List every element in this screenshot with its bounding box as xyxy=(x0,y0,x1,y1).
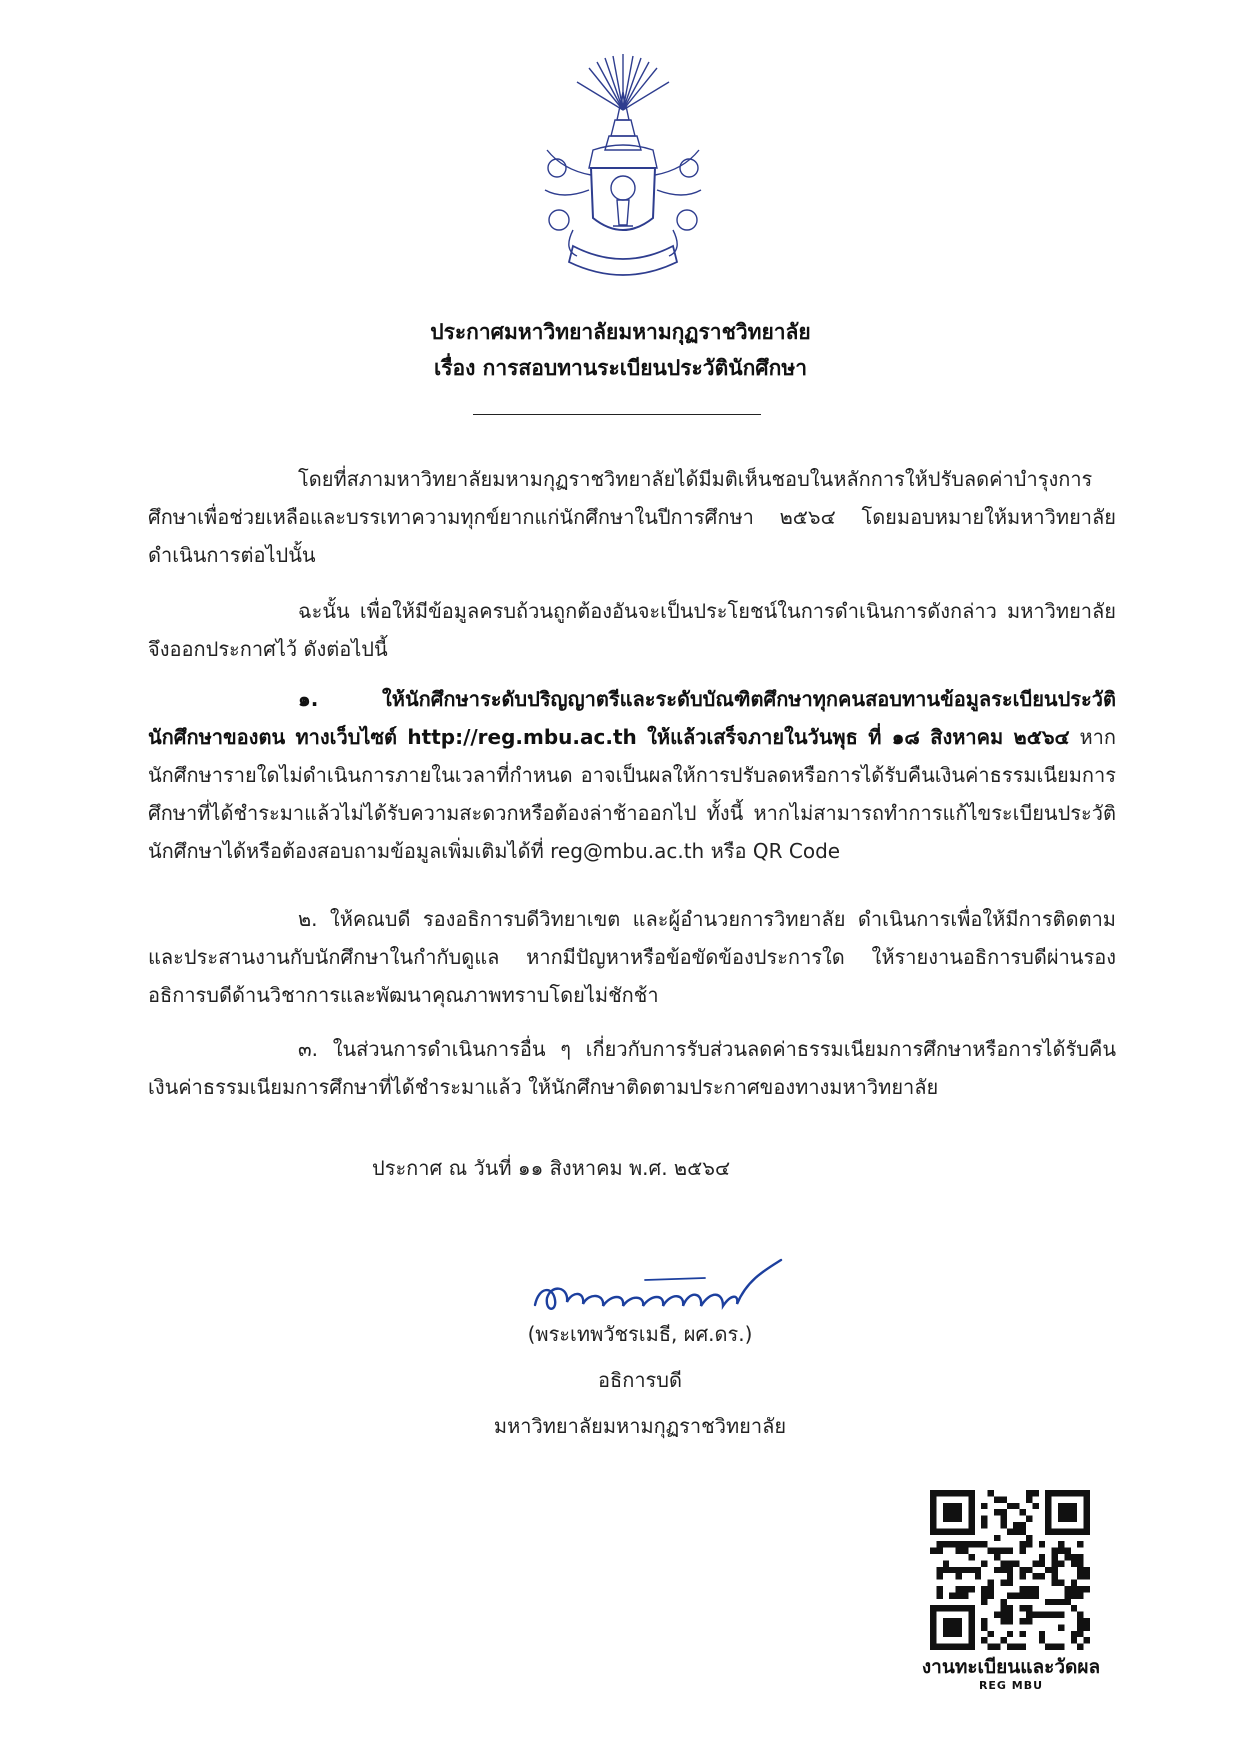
announcement-title: ประกาศมหาวิทยาลัยมหามกุฏราชวิทยาลัย xyxy=(430,320,811,344)
clause-3 xyxy=(148,1030,1116,1106)
qr-subcaption: REG MBU xyxy=(978,1679,1044,1692)
clause-1-bold-text: ๑. ให้นักศึกษาระดับปริญญาตรีและระดับบัณฑิตศึกษาทุกคนสอบทานข้อมูลระเบียนประวัตินักศึกษาของตน ทางเว็บไซต์ http://reg.mbu.ac.th ให้แล้วเสร็จภายในวันพุธ ที่ ๑๘ สิงหาคม ๒๕๖๔ xyxy=(148,687,1116,749)
paragraph-preamble xyxy=(148,460,1116,574)
signer-name: (พระเทพวัชรเมธี, ผศ.ดร.) xyxy=(527,1322,753,1346)
qr-code-icon[interactable] xyxy=(930,1490,1090,1650)
paragraph-therefore-text: ฉะนั้น เพื่อให้มีข้อมูลครบถ้วนถูกต้องอันจะเป็นประโยชน์ในการดำเนินการดังกล่าว มหาวิทยาลัยจึงออกประกาศไว้ ดังต่อไปนี้ xyxy=(148,599,1116,661)
clause-3-text: ๓. ในส่วนการดำเนินการอื่น ๆ เกี่ยวกับการรับส่วนลดค่าธรรมเนียมการศึกษาหรือการได้รับคืนเงินค่าธรรมเนียมการศึกษาที่ได้ชำระมาแล้ว ให้นักศึกษาติดตามประกาศของทางมหาวิทยาลัย xyxy=(148,1037,1116,1099)
handwritten-signature-icon xyxy=(525,1250,790,1320)
clause-1 xyxy=(148,680,1116,870)
title-underline xyxy=(473,414,761,415)
paragraph-preamble-text: โดยที่สภามหาวิทยาลัยมหามกุฏราชวิทยาลัยได้มีมติเห็นชอบในหลักการให้ปรับลดค่าบำรุงการศึกษาเพื่อช่วยเหลือและบรรเทาความทุกข์ยากแก่นักศึกษาในปีการศึกษา ๒๕๖๔ โดยมอบหมายให้มหาวิทยาลัยดำเนินการต่อไปนั้น xyxy=(148,467,1116,567)
university-seal-icon xyxy=(533,50,713,290)
paragraph-therefore xyxy=(148,592,1116,668)
qr-caption: งานทะเบียนและวัดผล xyxy=(921,1656,1101,1678)
clause-1-text: หากนักศึกษารายใดไม่ดำเนินการภายในเวลาที่กำหนด อาจเป็นผลให้การปรับลดหรือการได้รับคืนเงินค่าธรรมเนียมการศึกษาที่ได้ชำระมาแล้วไม่ได้รับความสะดวกหรือต้องล่าช้าออกไป ทั้งนี้ หากไม่สามารถทำการแก้ไขระเบียนประวัตินักศึกษาได้หรือต้องสอบถามข้อมูลเพิ่มเติมได้ที่ reg@mbu.ac.th หรือ QR Code xyxy=(148,725,1116,863)
announcement-date: ประกาศ ณ วันที่ ๑๑ สิงหาคม พ.ศ. ๒๕๖๔ xyxy=(372,1156,731,1180)
clause-2-text: ๒. ให้คณบดี รองอธิการบดีวิทยาเขต และผู้อำนวยการวิทยาลัย ดำเนินการเพื่อให้มีการติดตามและประสานงานกับนักศึกษาในกำกับดูแล หากมีปัญหาหรือข้อขัดข้องประการใด ให้รายงานอธิการบดีผ่านรองอธิการบดีด้านวิชาการและพัฒนาคุณภาพทราบโดยไม่ชักช้า xyxy=(148,907,1116,1007)
signer-organization: มหาวิทยาลัยมหามกุฏราชวิทยาลัย xyxy=(493,1414,787,1438)
announcement-subject: เรื่อง การสอบทานระเบียนประวัตินักศึกษา xyxy=(434,356,807,380)
signer-title: อธิการบดี xyxy=(598,1368,682,1392)
clause-2 xyxy=(148,900,1116,1014)
